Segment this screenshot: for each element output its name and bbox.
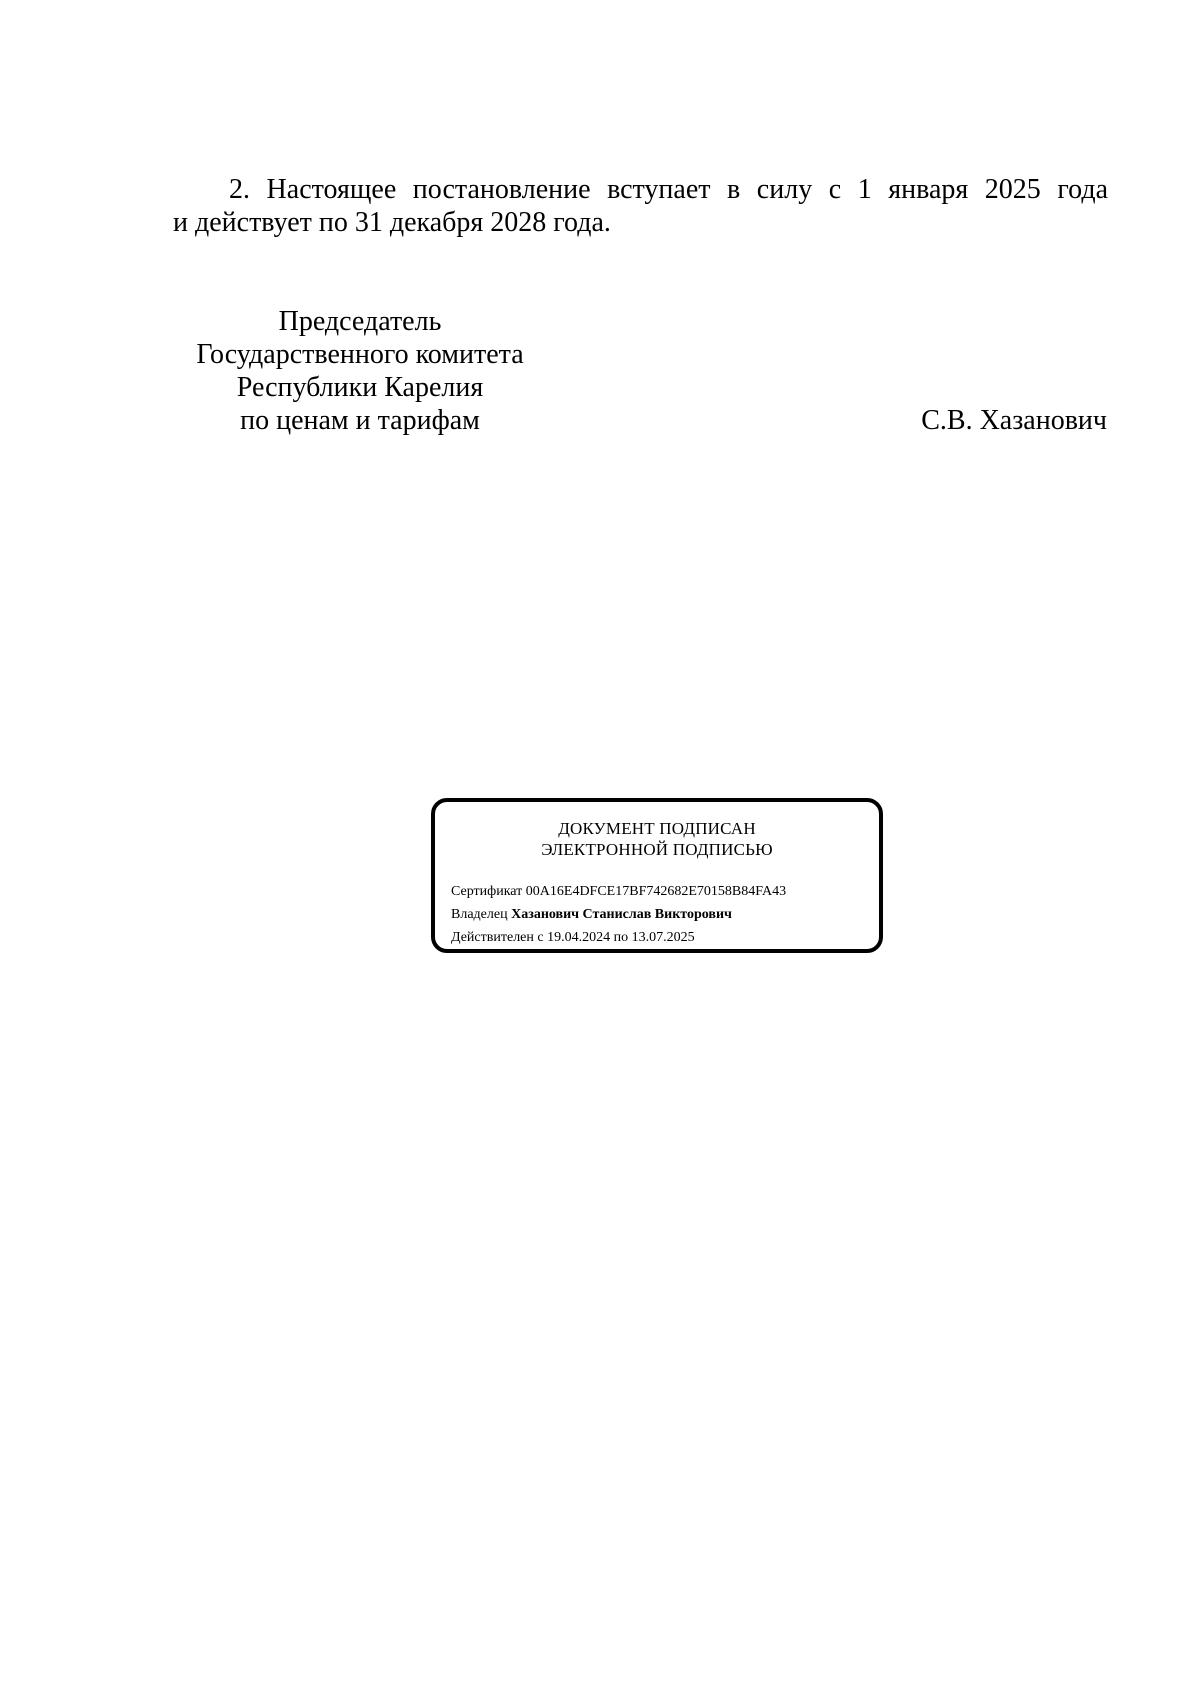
valid-to-date: 13.07.2025 bbox=[631, 930, 695, 945]
electronic-signature-stamp bbox=[431, 798, 883, 953]
valid-to-prefix: по bbox=[613, 930, 629, 945]
stamp-header-line: ЭЛЕКТРОННОЙ ПОДПИСЬЮ bbox=[541, 840, 773, 859]
stamp-validity-row bbox=[451, 926, 786, 949]
signer-title-line: Председатель bbox=[278, 306, 442, 337]
signer-title-line: по ценам и тарифам bbox=[240, 405, 480, 436]
signer-title bbox=[170, 305, 550, 437]
signer-name: С.В. Хазанович bbox=[921, 405, 1107, 436]
owner-label: Владелец bbox=[451, 907, 508, 922]
stamp-header-line: ДОКУМЕНТ ПОДПИСАН bbox=[558, 819, 756, 838]
paragraph-line-2: и действует по 31 декабря 2028 года. bbox=[173, 207, 611, 238]
valid-from-prefix: с bbox=[537, 930, 544, 945]
owner-value: Хазанович Станислав Викторович bbox=[511, 907, 732, 922]
stamp-body bbox=[451, 880, 786, 949]
stamp-header bbox=[435, 818, 879, 860]
signer-title-line: Республики Карелия bbox=[236, 372, 484, 403]
certificate-label: Сертификат bbox=[451, 884, 523, 899]
paragraph-effective-date bbox=[173, 173, 1108, 239]
stamp-certificate-row bbox=[451, 880, 786, 903]
stamp-owner-row bbox=[451, 903, 786, 926]
certificate-value: 00A16E4DFCE17BF742682E70158B84FA43 bbox=[525, 884, 787, 899]
valid-from-date: 19.04.2024 bbox=[547, 930, 611, 945]
valid-label: Действителен bbox=[451, 930, 534, 945]
signer-title-line: Государственного комитета bbox=[196, 339, 524, 370]
paragraph-line-1: 2. Настоящее постановление вступает в силу с 1 января 2025 года bbox=[229, 174, 1108, 205]
